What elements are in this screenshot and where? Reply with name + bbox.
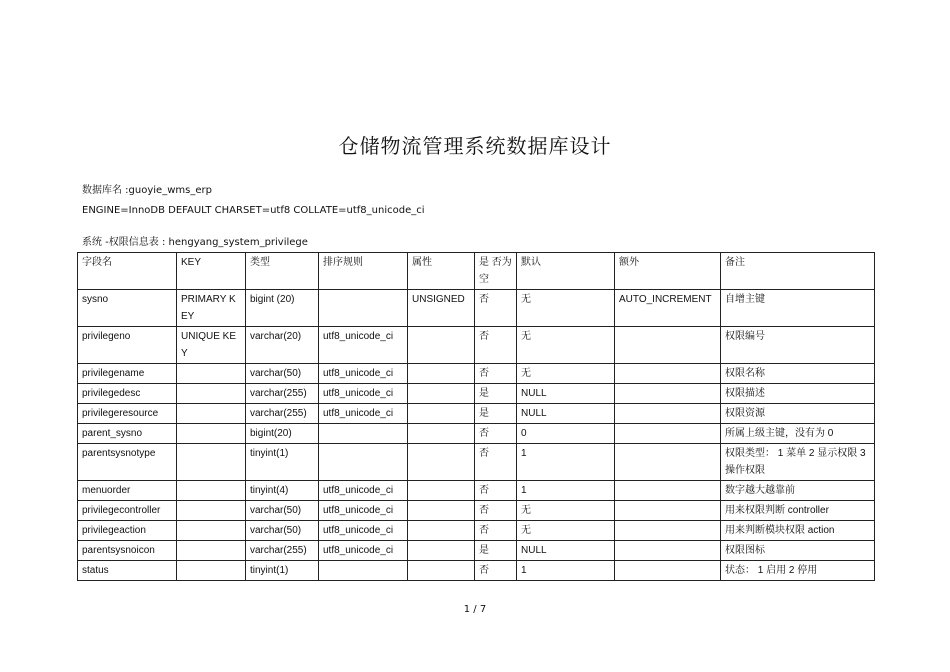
cell-nullable: 否: [475, 444, 517, 481]
table-row: [78, 424, 875, 444]
table-row: [78, 561, 875, 581]
cell-attribute: [408, 561, 475, 581]
cell-extra: [615, 501, 721, 521]
cell-comment: 用来权限判断 controller: [721, 501, 875, 521]
cell-field-name: privilegeaction: [78, 521, 177, 541]
cell-nullable: 否: [475, 364, 517, 384]
cell-comment: 用来判断模块权限 action: [721, 521, 875, 541]
cell-extra: AUTO_INCREMENT: [615, 290, 721, 327]
cell-extra: [615, 481, 721, 501]
cell-default: 无: [517, 521, 615, 541]
cell-comment: 权限编号: [721, 327, 875, 364]
table-row: [78, 404, 875, 424]
table-header-row: [78, 253, 875, 290]
cell-key: [177, 541, 246, 561]
cell-field-name: parentsysnotype: [78, 444, 177, 481]
cell-collation: utf8_unicode_ci: [319, 364, 408, 384]
page-indicator: 1 / 7: [463, 604, 487, 615]
cell-extra: [615, 561, 721, 581]
cell-comment: 权限类型： 1 菜单 2 显示权限 3 操作权限: [721, 444, 875, 481]
table-row: [78, 444, 875, 481]
cell-extra: [615, 404, 721, 424]
cell-nullable: 否: [475, 521, 517, 541]
cell-collation: utf8_unicode_ci: [319, 327, 408, 364]
cell-default: NULL: [517, 384, 615, 404]
cell-attribute: UNSIGNED: [408, 290, 475, 327]
table-row: [78, 521, 875, 541]
cell-comment: 权限名称: [721, 364, 875, 384]
cell-collation: utf8_unicode_ci: [319, 384, 408, 404]
cell-key: [177, 561, 246, 581]
cell-default: 无: [517, 290, 615, 327]
cell-nullable: 否: [475, 290, 517, 327]
cell-extra: [615, 541, 721, 561]
cell-type: varchar(50): [246, 521, 319, 541]
cell-extra: [615, 424, 721, 444]
cell-key: [177, 521, 246, 541]
cell-collation: [319, 424, 408, 444]
table-row: [78, 384, 875, 404]
cell-comment: 所属上级主键，没有为 0: [721, 424, 875, 444]
table-row: [78, 501, 875, 521]
cell-attribute: [408, 327, 475, 364]
cell-type: varchar(50): [246, 364, 319, 384]
cell-field-name: privilegeresource: [78, 404, 177, 424]
cell-attribute: [408, 444, 475, 481]
cell-type: varchar(255): [246, 384, 319, 404]
header-comment: 备注: [721, 253, 875, 290]
cell-field-name: sysno: [78, 290, 177, 327]
cell-default: 1: [517, 561, 615, 581]
cell-default: 1: [517, 444, 615, 481]
page-title: 仓储物流管理系统数据库设计: [338, 134, 612, 158]
cell-field-name: parent_sysno: [78, 424, 177, 444]
header-attribute: 属性: [408, 253, 475, 290]
header-nullable: 是 否为空: [475, 253, 517, 290]
cell-key: PRIMARY KEY: [177, 290, 246, 327]
engine-line: ENGINE=InnoDB DEFAULT CHARSET=utf8 COLLATE=utf8_unicode_ci: [82, 205, 425, 216]
cell-nullable: 是: [475, 541, 517, 561]
cell-key: [177, 384, 246, 404]
cell-default: 无: [517, 327, 615, 364]
cell-attribute: [408, 541, 475, 561]
cell-collation: utf8_unicode_ci: [319, 541, 408, 561]
cell-attribute: [408, 481, 475, 501]
cell-attribute: [408, 404, 475, 424]
cell-collation: utf8_unicode_ci: [319, 501, 408, 521]
cell-type: tinyint(1): [246, 561, 319, 581]
table-name-line: 系统 -权限信息表 : hengyang_system_privilege: [82, 237, 308, 248]
cell-field-name: menuorder: [78, 481, 177, 501]
cell-field-name: parentsysnoicon: [78, 541, 177, 561]
cell-comment: 状态： 1 启用 2 停用: [721, 561, 875, 581]
cell-type: bigint (20): [246, 290, 319, 327]
cell-type: varchar(20): [246, 327, 319, 364]
cell-type: tinyint(4): [246, 481, 319, 501]
cell-extra: [615, 364, 721, 384]
table-row: [78, 364, 875, 384]
cell-key: [177, 424, 246, 444]
cell-attribute: [408, 364, 475, 384]
cell-field-name: status: [78, 561, 177, 581]
cell-nullable: 否: [475, 327, 517, 364]
cell-nullable: 否: [475, 481, 517, 501]
cell-extra: [615, 521, 721, 541]
cell-field-name: privilegedesc: [78, 384, 177, 404]
cell-collation: utf8_unicode_ci: [319, 521, 408, 541]
table-row: [78, 327, 875, 364]
cell-default: 无: [517, 364, 615, 384]
cell-comment: 数字越大越靠前: [721, 481, 875, 501]
cell-collation: [319, 561, 408, 581]
cell-key: [177, 481, 246, 501]
cell-comment: 权限资源: [721, 404, 875, 424]
cell-nullable: 是: [475, 384, 517, 404]
database-name-line: 数据库名 :guoyie_wms_erp: [82, 185, 212, 196]
header-key: KEY: [177, 253, 246, 290]
header-default: 默认: [517, 253, 615, 290]
cell-collation: [319, 444, 408, 481]
cell-extra: [615, 444, 721, 481]
cell-key: [177, 444, 246, 481]
cell-collation: utf8_unicode_ci: [319, 481, 408, 501]
cell-field-name: privilegecontroller: [78, 501, 177, 521]
header-extra: 额外: [615, 253, 721, 290]
cell-comment: 权限描述: [721, 384, 875, 404]
cell-default: NULL: [517, 541, 615, 561]
cell-key: [177, 501, 246, 521]
cell-field-name: privilegeno: [78, 327, 177, 364]
cell-nullable: 是: [475, 404, 517, 424]
cell-attribute: [408, 501, 475, 521]
cell-attribute: [408, 521, 475, 541]
cell-attribute: [408, 424, 475, 444]
cell-nullable: 否: [475, 561, 517, 581]
table-row: [78, 541, 875, 561]
cell-collation: utf8_unicode_ci: [319, 404, 408, 424]
cell-type: varchar(255): [246, 541, 319, 561]
privilege-schema-table: [77, 252, 875, 581]
cell-collation: [319, 290, 408, 327]
cell-extra: [615, 327, 721, 364]
cell-nullable: 否: [475, 424, 517, 444]
cell-comment: 自增主键: [721, 290, 875, 327]
cell-default: NULL: [517, 404, 615, 424]
cell-default: 0: [517, 424, 615, 444]
cell-key: UNIQUE KEY: [177, 327, 246, 364]
table-row: [78, 290, 875, 327]
cell-type: tinyint(1): [246, 444, 319, 481]
table-row: [78, 481, 875, 501]
cell-attribute: [408, 384, 475, 404]
cell-field-name: privilegename: [78, 364, 177, 384]
cell-default: 无: [517, 501, 615, 521]
cell-type: varchar(255): [246, 404, 319, 424]
header-field-name: 字段名: [78, 253, 177, 290]
cell-default: 1: [517, 481, 615, 501]
cell-type: bigint(20): [246, 424, 319, 444]
cell-type: varchar(50): [246, 501, 319, 521]
cell-key: [177, 404, 246, 424]
cell-extra: [615, 384, 721, 404]
header-collation: 排序规则: [319, 253, 408, 290]
header-type: 类型: [246, 253, 319, 290]
cell-nullable: 否: [475, 501, 517, 521]
cell-key: [177, 364, 246, 384]
cell-comment: 权限图标: [721, 541, 875, 561]
